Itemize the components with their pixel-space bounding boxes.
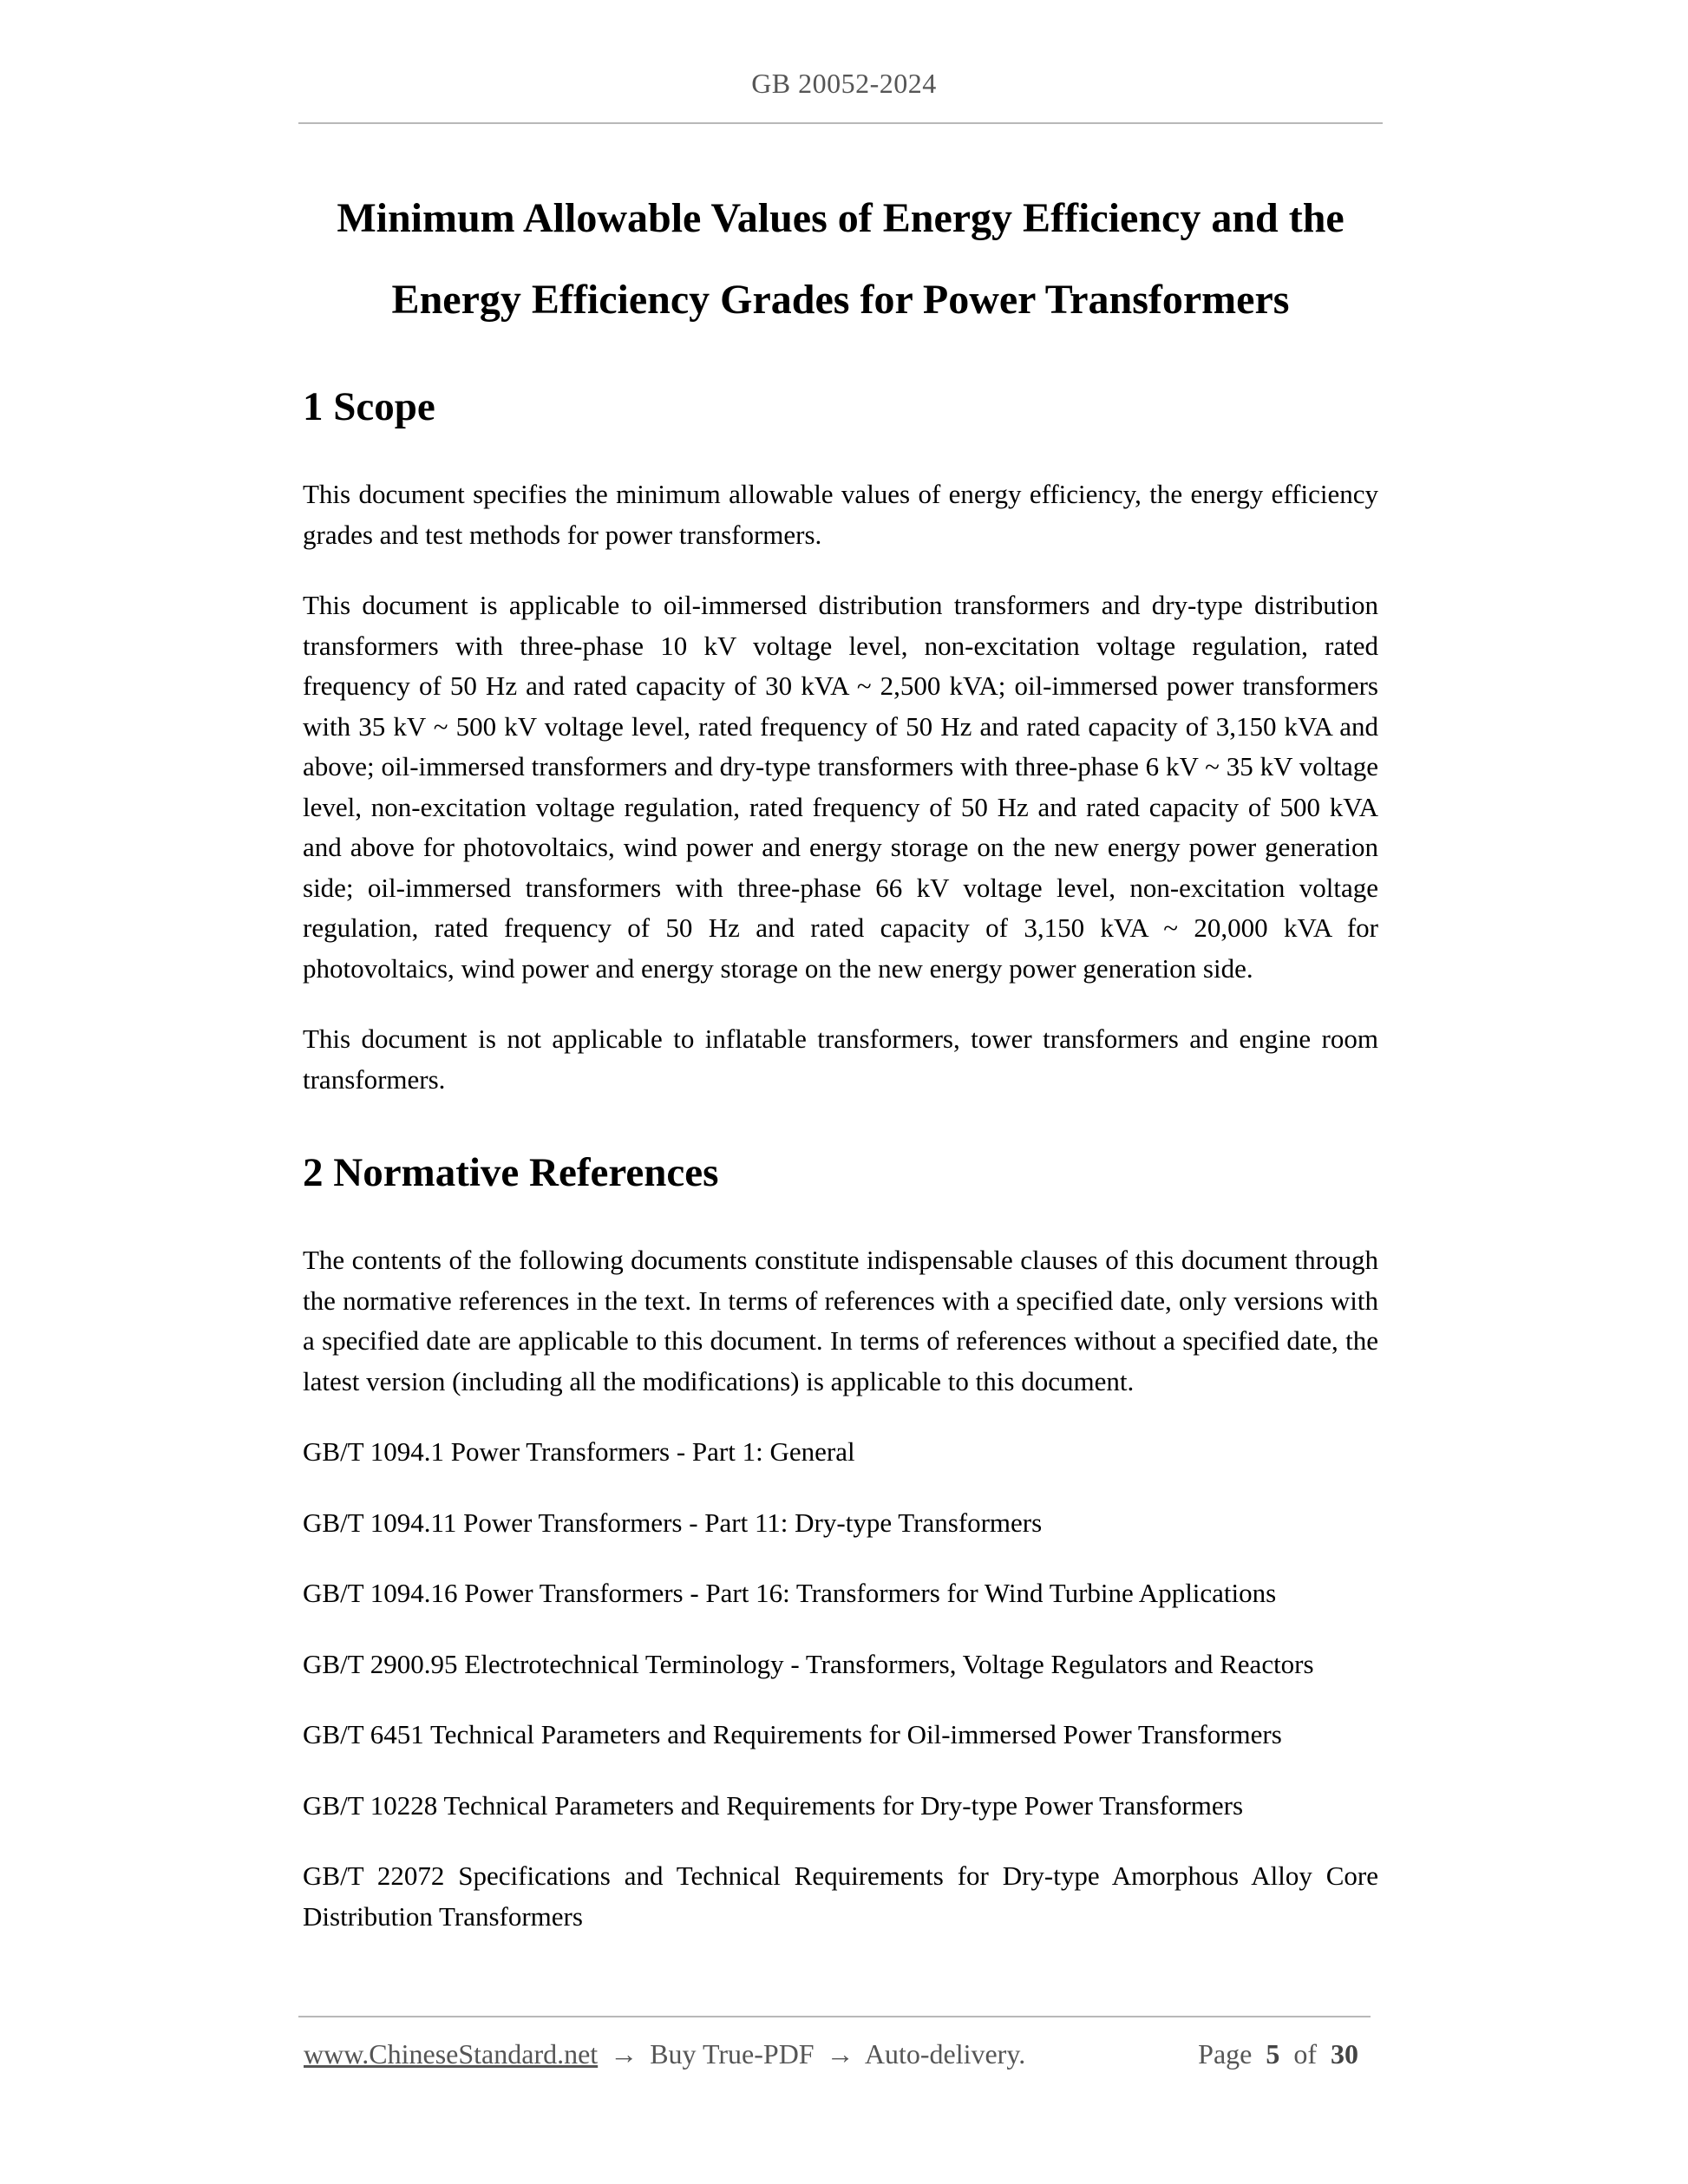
arrow-right-icon: →	[826, 2038, 854, 2070]
reference-item: GB/T 2900.95 Electrotechnical Terminology - Transformers, Voltage Regulators and Reactors	[303, 1648, 1314, 1679]
scope-paragraph-3: This document is not applicable to inflatable transformers, tower transformers and engine room transformers.	[303, 1023, 1378, 1095]
page-content	[303, 178, 1378, 1937]
references-list	[303, 1432, 1378, 1937]
document-title-line-1: Minimum Allowable Values of Energy Efficiency and the	[337, 195, 1345, 241]
section-heading-scope: 1 Scope	[303, 384, 435, 429]
reference-item: GB/T 22072 Specifications and Technical Requirements for Dry-type Amorphous Alloy Core Distribution Transformers	[303, 1860, 1378, 1932]
reference-item: GB/T 1094.11 Power Transformers - Part 11: Dry-type Transformers	[303, 1507, 1043, 1538]
reference-item: GB/T 10228 Technical Parameters and Requirements for Dry-type Power Transformers	[303, 1789, 1244, 1821]
document-title	[303, 178, 1378, 341]
header-divider	[298, 122, 1383, 124]
references-intro-paragraph: The contents of the following documents constitute indispensable clauses of this document through the normative references in the text. In terms of references with a specified date, only versions with a specified date are applicable to this document. In terms of references without a specified date, the latest version (including all the modifications) is applicable to this document.	[303, 1245, 1378, 1396]
scope-paragraph-1: This document specifies the minimum allowable values of energy efficiency, the energy efficiency grades and test methods for power transformers.	[303, 479, 1378, 550]
auto-delivery-text: Auto-delivery.	[864, 2038, 1026, 2070]
footer-promo	[304, 2038, 1025, 2070]
reference-item: GB/T 6451 Technical Parameters and Requirements for Oil-immersed Power Transformers	[303, 1719, 1282, 1749]
buy-true-pdf-text: Buy True-PDF	[650, 2038, 815, 2070]
current-page-number: 5	[1266, 2038, 1280, 2070]
footer-divider	[298, 2016, 1371, 2017]
reference-item: GB/T 1094.16 Power Transformers - Part 16: Transformers for Wind Turbine Applications	[303, 1578, 1277, 1608]
document-title-line-2: Energy Efficiency Grades for Power Transformers	[391, 277, 1290, 323]
site-link[interactable]: www.ChineseStandard.net	[304, 2038, 599, 2070]
header-doc-code: GB 20052-2024	[751, 68, 937, 99]
section-heading-normative-references: 2 Normative References	[303, 1150, 719, 1195]
page-label: Page	[1198, 2038, 1253, 2070]
reference-item: GB/T 1094.1 Power Transformers - Part 1: General	[303, 1436, 855, 1467]
page-number-indicator	[1198, 2038, 1365, 2070]
total-pages-number: 30	[1331, 2038, 1358, 2070]
scope-paragraph-2: This document is applicable to oil-immersed distribution transformers and dry-type distribution transformers with three-phase 10 kV voltage level, non-excitation voltage regulation, rated frequency of 50 Hz and rated capacity of 30 kVA ~ 2,500 kVA; oil-immersed power transformers with 35 kV ~ 500 kV voltage level, rated frequency of 50 Hz and rated capacity of 3,150 kVA and above; oil-immersed transformers and dry-type transformers with three-phase 6 kV ~ 35 kV voltage level, non-excitation voltage regulation, rated frequency of 50 Hz and rated capacity of 500 kVA and above for photovoltaics, wind power and energy storage on the new energy power generation side; oil-immersed transformers with three-phase 66 kV voltage level, non-excitation voltage regulation, rated frequency of 50 Hz and rated capacity of 3,150 kVA ~ 20,000 kVA for photovoltaics, wind power and energy storage on the new energy power generation side.	[303, 590, 1378, 984]
arrow-right-icon: →	[610, 2038, 638, 2070]
page-of-label: of	[1293, 2038, 1317, 2070]
